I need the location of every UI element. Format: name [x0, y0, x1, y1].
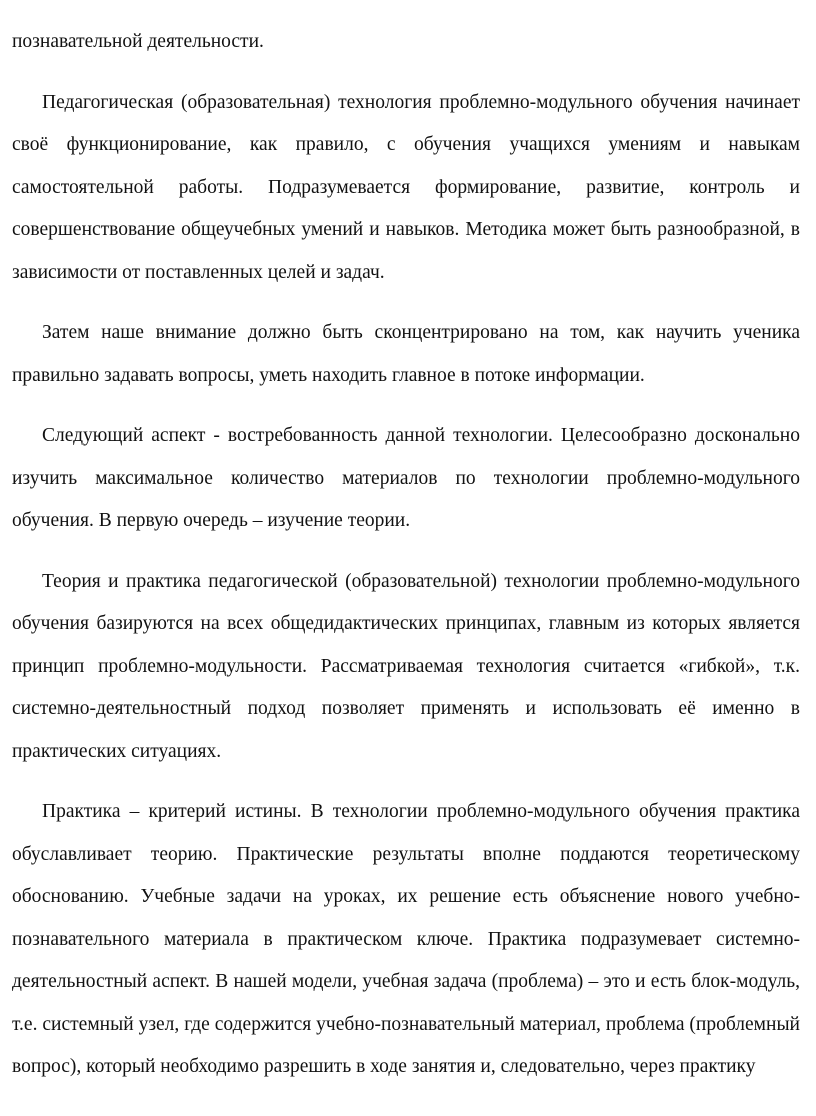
- paragraph-practice-criterion: Практика – критерий истины. В технологии проблемно-модульного обучения практика обуславливает теорию. Практические результаты вполне поддаются теоретическому обоснованию. Учебные задачи на уроках, их решение есть объяснение нового учебно-познавательного материала в практическом ключе. Практика подразумевает системно-деятельностный аспект. В нашей модели, учебная задача (проблема) – это и есть блок-модуль, т.е. системный узел, где содержится учебно-познавательный материал, проблема (проблемный вопрос), который необходимо разрешить в ходе занятия и, следовательно, через практику: [12, 801, 800, 1077]
- paragraph-theory-practice: Теория и практика педагогической (образовательной) технологии проблемно-модульного обучения базируются на всех общедидактических принципах, главным из которых является принцип проблемно-модульности. Рассматриваемая технология считается «гибкой», т.к. системно-деятельностный подход позволяет применять и использовать её именно в практических ситуациях.: [12, 570, 800, 762]
- paragraph-continuation: познавательной деятельности.: [12, 31, 264, 52]
- paragraph-demand: Следующий аспект - востребованность данной технологии. Целесообразно досконально изучить максимальное количество материалов по технологии проблемно-модульного обучения. В первую очередь – изучение теории.: [12, 425, 800, 531]
- paragraph-questions: Затем наше внимание должно быть сконцентрировано на том, как научить ученика правильно задавать вопросы, уметь находить главное в потоке информации.: [12, 322, 800, 386]
- paragraph-technology-intro: Педагогическая (образовательная) технология проблемно-модульного обучения начинает своё функционирование, как правило, с обучения учащихся умениям и навыкам самостоятельной работы. Подразумевается формирование, развитие, контроль и совершенствование общеучебных умений и навыков. Методика может быть разнообразной, в зависимости от поставленных целей и задач.: [12, 91, 800, 283]
- document-page: [12, 0, 800, 1089]
